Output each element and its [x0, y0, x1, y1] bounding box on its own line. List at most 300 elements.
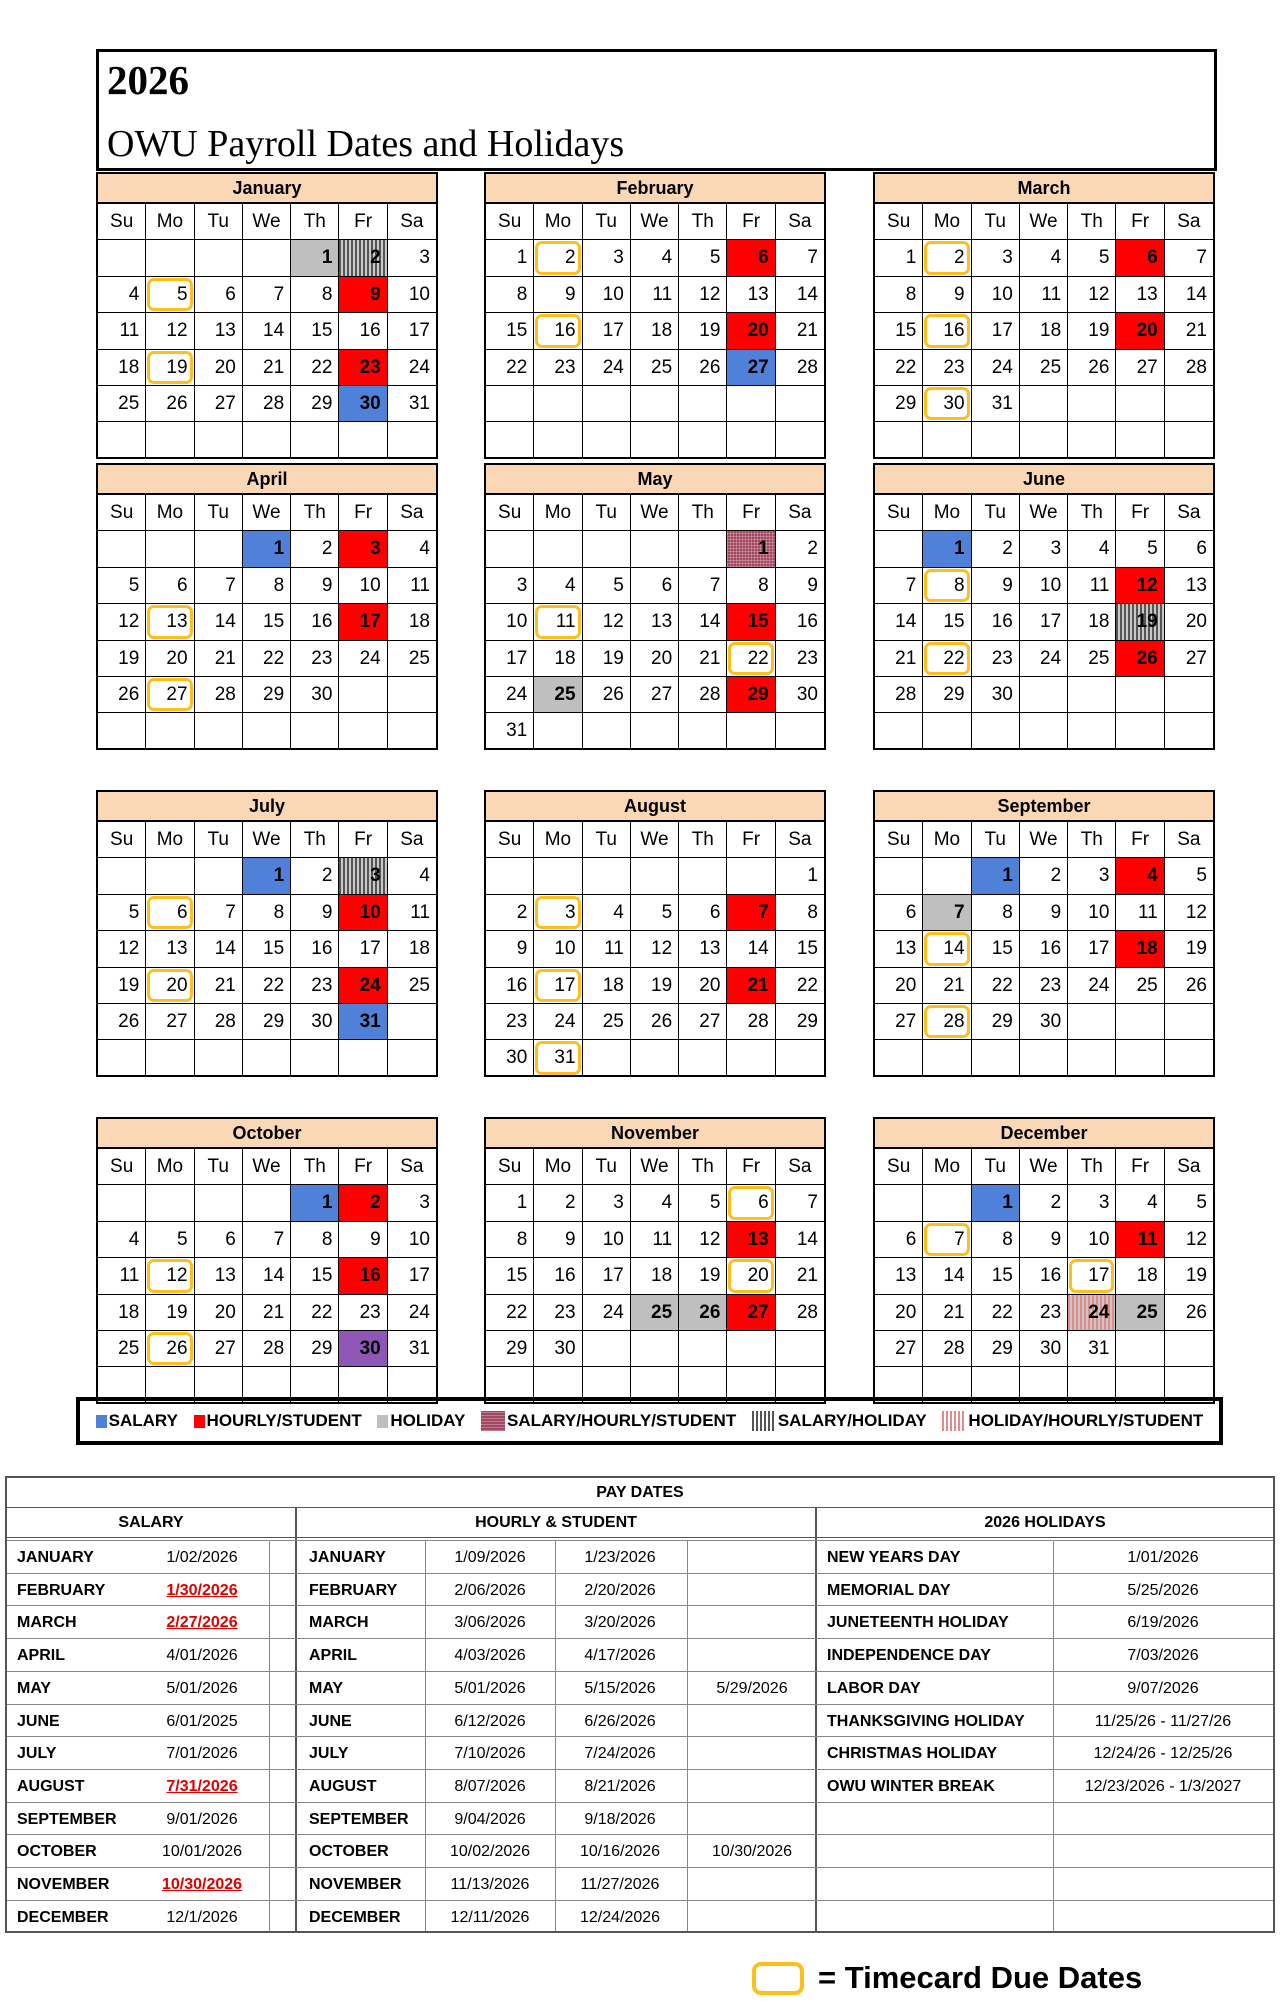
empty-day-cell — [291, 713, 339, 749]
empty-day-cell — [1165, 1040, 1213, 1076]
day-cell: 14 — [679, 604, 727, 640]
day-cell: 15 — [776, 931, 824, 967]
day-cell: 31 — [486, 713, 534, 749]
empty-day-cell — [339, 713, 387, 749]
day-cell: 21 — [923, 968, 971, 1004]
day-cell: 23 — [486, 1004, 534, 1040]
holiday-name: NEW YEARS DAY — [827, 1549, 961, 1566]
day-cell: 19 — [679, 313, 727, 349]
day-cell: 5 — [146, 277, 194, 313]
empty-day-cell — [195, 1185, 243, 1221]
weekday-header: Th — [291, 204, 339, 240]
day-cell: 2 — [339, 1185, 387, 1221]
empty-day-cell — [486, 422, 534, 458]
weekday-header: Fr — [1116, 822, 1164, 858]
day-cell: 4 — [388, 858, 436, 894]
day-cell: 9 — [776, 568, 824, 604]
day-cell: 27 — [195, 1331, 243, 1367]
day-cell: 16 — [534, 1258, 582, 1294]
weekday-header: Su — [486, 495, 534, 531]
weekday-header: Fr — [727, 822, 775, 858]
empty-day-cell — [972, 713, 1020, 749]
weekday-header: Tu — [195, 204, 243, 240]
day-cell: 14 — [923, 1258, 971, 1294]
salary-month: SEPTEMBER — [17, 1810, 117, 1828]
day-cell: 13 — [875, 931, 923, 967]
day-cell: 2 — [534, 1185, 582, 1221]
day-cell: 24 — [1068, 968, 1116, 1004]
day-cell: 16 — [923, 313, 971, 349]
empty-day-cell — [98, 713, 146, 749]
hourly-month: FEBRUARY — [309, 1581, 398, 1599]
day-cell: 10 — [339, 895, 387, 931]
holiday-date: 12/23/2026 - 1/3/2027 — [1084, 1777, 1242, 1795]
day-cell: 24 — [583, 350, 631, 386]
holiday-date: 12/24/26 - 12/25/26 — [1093, 1745, 1233, 1763]
day-cell: 13 — [1116, 277, 1164, 313]
day-cell: 3 — [583, 1185, 631, 1221]
day-cell: 18 — [98, 350, 146, 386]
day-cell: 12 — [631, 931, 679, 967]
weekday-header: We — [243, 204, 291, 240]
day-cell: 11 — [98, 1258, 146, 1294]
weekday-header: Tu — [972, 1149, 1020, 1185]
weekday-header: Th — [1068, 495, 1116, 531]
day-cell: 24 — [486, 677, 534, 713]
day-cell: 19 — [146, 1295, 194, 1331]
month-december — [873, 1117, 1215, 1404]
empty-day-cell — [243, 1040, 291, 1076]
day-cell: 2 — [534, 240, 582, 276]
day-cell: 20 — [195, 1295, 243, 1331]
hourly-date-1: 4/03/2026 — [454, 1647, 526, 1665]
day-cell: 25 — [631, 350, 679, 386]
day-cell: 17 — [1020, 604, 1068, 640]
salary-date: 6/01/2025 — [166, 1712, 238, 1730]
legend-label: HOURLY/STUDENT — [206, 1411, 362, 1430]
hourly-date-3 — [687, 1737, 817, 1770]
empty-day-cell — [388, 1004, 436, 1040]
weekday-header: Th — [679, 1149, 727, 1185]
day-cell: 14 — [776, 277, 824, 313]
day-cell: 11 — [1116, 1222, 1164, 1258]
hourly-date-3 — [687, 1705, 817, 1738]
weekday-header: Mo — [534, 495, 582, 531]
day-cell: 23 — [291, 968, 339, 1004]
day-cell: 12 — [98, 931, 146, 967]
empty-day-cell — [875, 1185, 923, 1221]
day-cell: 26 — [631, 1004, 679, 1040]
empty-day-cell — [291, 422, 339, 458]
empty-day-cell — [1116, 713, 1164, 749]
weekday-header: Su — [486, 822, 534, 858]
day-cell: 15 — [727, 604, 775, 640]
salary-date: 4/01/2026 — [166, 1647, 238, 1665]
day-cell: 22 — [243, 968, 291, 1004]
weekday-header: Th — [679, 822, 727, 858]
day-cell: 17 — [972, 313, 1020, 349]
empty-day-cell — [534, 386, 582, 422]
day-cell: 4 — [1068, 531, 1116, 567]
day-cell: 26 — [1165, 968, 1213, 1004]
weekday-header: Tu — [583, 1149, 631, 1185]
weekday-header: Fr — [1116, 495, 1164, 531]
day-cell: 19 — [98, 968, 146, 1004]
weekday-header: Th — [1068, 204, 1116, 240]
weekday-header: We — [631, 204, 679, 240]
day-cell: 6 — [875, 1222, 923, 1258]
day-cell: 23 — [339, 350, 387, 386]
day-cell: 30 — [776, 677, 824, 713]
empty-day-cell — [583, 713, 631, 749]
day-cell: 22 — [243, 641, 291, 677]
day-cell: 28 — [1165, 350, 1213, 386]
empty-day-cell — [875, 422, 923, 458]
empty-day-cell — [1165, 422, 1213, 458]
day-cell: 25 — [1116, 1295, 1164, 1331]
day-cell: 17 — [486, 641, 534, 677]
day-cell: 17 — [388, 1258, 436, 1294]
empty-day-cell — [583, 531, 631, 567]
day-cell: 27 — [195, 386, 243, 422]
empty-day-cell — [1116, 386, 1164, 422]
day-cell: 6 — [195, 1222, 243, 1258]
weekday-header: Fr — [727, 495, 775, 531]
day-cell: 28 — [195, 677, 243, 713]
day-cell: 18 — [631, 313, 679, 349]
day-cell: 17 — [583, 1258, 631, 1294]
day-cell: 24 — [534, 1004, 582, 1040]
day-cell: 3 — [388, 240, 436, 276]
day-cell: 14 — [243, 313, 291, 349]
day-cell: 8 — [972, 1222, 1020, 1258]
day-cell: 29 — [243, 677, 291, 713]
day-cell: 26 — [98, 1004, 146, 1040]
day-cell: 17 — [1068, 1258, 1116, 1294]
weekday-header: Fr — [1116, 1149, 1164, 1185]
day-cell: 13 — [875, 1258, 923, 1294]
empty-day-cell — [1165, 677, 1213, 713]
hourly-date-3 — [687, 1541, 817, 1574]
salary-month: MARCH — [17, 1614, 77, 1632]
day-cell: 17 — [388, 313, 436, 349]
day-cell: 20 — [146, 968, 194, 1004]
weekday-header: Su — [875, 495, 923, 531]
day-cell: 29 — [727, 677, 775, 713]
weekday-header: Tu — [195, 495, 243, 531]
day-cell: 3 — [339, 531, 387, 567]
day-cell: 15 — [243, 604, 291, 640]
day-cell: 30 — [291, 677, 339, 713]
day-cell: 26 — [1165, 1295, 1213, 1331]
weekday-header: We — [1020, 204, 1068, 240]
empty-day-cell — [875, 1040, 923, 1076]
weekday-header: Sa — [388, 204, 436, 240]
empty-day-cell — [923, 713, 971, 749]
day-cell: 13 — [146, 604, 194, 640]
month-name: July — [98, 792, 436, 822]
empty-day-cell — [1068, 386, 1116, 422]
day-cell: 6 — [146, 568, 194, 604]
day-cell: 19 — [1116, 604, 1164, 640]
day-cell: 13 — [195, 1258, 243, 1294]
day-cell: 26 — [146, 386, 194, 422]
hourly-date-1: 1/09/2026 — [454, 1549, 526, 1566]
day-cell: 1 — [972, 858, 1020, 894]
table-row — [7, 1540, 1273, 1573]
legend-swatch — [96, 1415, 107, 1428]
day-cell: 23 — [339, 1295, 387, 1331]
day-cell: 12 — [1165, 895, 1213, 931]
day-cell: 11 — [583, 931, 631, 967]
day-cell: 7 — [1165, 240, 1213, 276]
day-cell: 4 — [534, 568, 582, 604]
day-cell: 8 — [291, 1222, 339, 1258]
day-cell: 12 — [679, 1222, 727, 1258]
hourly-date-1: 5/01/2026 — [454, 1679, 526, 1697]
hourly-date-2: 3/20/2026 — [584, 1614, 656, 1632]
salary-month: OCTOBER — [17, 1843, 97, 1861]
weekday-header: Sa — [776, 822, 824, 858]
day-cell: 9 — [1020, 1222, 1068, 1258]
empty-day-cell — [339, 677, 387, 713]
day-cell: 14 — [243, 1258, 291, 1294]
hourly-month: JANUARY — [309, 1549, 386, 1566]
hourly-date-2: 5/15/2026 — [584, 1679, 656, 1697]
day-cell: 25 — [583, 1004, 631, 1040]
month-name: April — [98, 465, 436, 495]
day-cell: 11 — [631, 277, 679, 313]
weekday-header: Su — [875, 204, 923, 240]
hourly-month: AUGUST — [309, 1777, 377, 1795]
empty-day-cell — [583, 858, 631, 894]
day-cell: 7 — [776, 1185, 824, 1221]
weekday-header: Fr — [727, 204, 775, 240]
day-cell: 27 — [631, 677, 679, 713]
day-cell: 15 — [486, 1258, 534, 1294]
day-cell: 10 — [339, 568, 387, 604]
weekday-header: We — [243, 822, 291, 858]
day-cell: 1 — [727, 531, 775, 567]
weekday-header: Fr — [339, 822, 387, 858]
weekday-header: Mo — [534, 822, 582, 858]
weekday-header: Sa — [1165, 822, 1213, 858]
empty-day-cell — [679, 1040, 727, 1076]
weekday-header: Tu — [583, 822, 631, 858]
day-cell: 3 — [1020, 531, 1068, 567]
empty-day-cell — [534, 858, 582, 894]
day-cell: 28 — [195, 1004, 243, 1040]
day-cell: 30 — [339, 386, 387, 422]
empty-day-cell — [583, 1040, 631, 1076]
day-cell: 21 — [195, 968, 243, 1004]
empty-day-cell — [195, 1040, 243, 1076]
empty-day-cell — [534, 531, 582, 567]
hourly-month: OCTOBER — [309, 1843, 389, 1861]
weekday-header: Tu — [195, 822, 243, 858]
hourly-header: HOURLY & STUDENT — [295, 1508, 817, 1538]
weekday-header: Th — [291, 822, 339, 858]
table-row — [7, 1573, 1273, 1606]
day-cell: 5 — [98, 895, 146, 931]
day-cell: 5 — [1068, 240, 1116, 276]
empty-day-cell — [1068, 677, 1116, 713]
day-cell: 31 — [534, 1040, 582, 1076]
day-cell: 8 — [875, 277, 923, 313]
day-cell: 21 — [923, 1295, 971, 1331]
day-cell: 27 — [146, 677, 194, 713]
day-cell: 22 — [875, 350, 923, 386]
day-cell: 16 — [972, 604, 1020, 640]
day-cell: 15 — [972, 1258, 1020, 1294]
empty-day-cell — [98, 240, 146, 276]
holiday-date: 11/25/26 - 11/27/26 — [1094, 1712, 1232, 1730]
day-cell: 12 — [1165, 1222, 1213, 1258]
month-june — [873, 463, 1215, 750]
day-cell: 29 — [923, 677, 971, 713]
day-cell: 10 — [1068, 1222, 1116, 1258]
empty-day-cell — [98, 531, 146, 567]
salary-header: SALARY — [7, 1508, 295, 1538]
holiday-name: LABOR DAY — [827, 1679, 921, 1697]
day-cell: 19 — [1068, 313, 1116, 349]
legend-item — [194, 1411, 362, 1431]
empty-day-cell — [631, 713, 679, 749]
day-cell: 11 — [388, 568, 436, 604]
month-january — [96, 172, 438, 459]
weekday-header: Mo — [146, 495, 194, 531]
legend-item — [752, 1411, 927, 1431]
day-cell: 2 — [1020, 858, 1068, 894]
weekday-header: We — [631, 822, 679, 858]
month-name: January — [98, 174, 436, 204]
hourly-date-1: 7/10/2026 — [454, 1745, 526, 1763]
day-cell: 8 — [776, 895, 824, 931]
day-cell: 7 — [727, 895, 775, 931]
weekday-header: Sa — [776, 204, 824, 240]
day-cell: 13 — [631, 604, 679, 640]
day-cell: 8 — [972, 895, 1020, 931]
empty-day-cell — [339, 1040, 387, 1076]
day-cell: 28 — [243, 1331, 291, 1367]
hourly-date-3: 10/30/2026 — [711, 1843, 793, 1861]
day-cell: 4 — [1020, 240, 1068, 276]
hourly-date-2: 10/16/2026 — [579, 1843, 661, 1861]
day-cell: 6 — [727, 1185, 775, 1221]
hourly-date-3 — [687, 1639, 817, 1672]
weekday-header: Tu — [583, 204, 631, 240]
holiday-date: 7/03/2026 — [1127, 1647, 1199, 1665]
month-name: February — [486, 174, 824, 204]
hourly-date-2: 8/21/2026 — [584, 1777, 656, 1795]
salary-date: 7/31/2026 — [166, 1777, 238, 1795]
day-cell: 18 — [388, 604, 436, 640]
legend-label: SALARY/HOURLY/STUDENT — [507, 1411, 737, 1430]
day-cell: 22 — [486, 1295, 534, 1331]
empty-day-cell — [243, 240, 291, 276]
table-row — [7, 1834, 1273, 1867]
hourly-date-3 — [687, 1606, 817, 1639]
hourly-month: SEPTEMBER — [309, 1810, 409, 1828]
day-cell: 24 — [1068, 1295, 1116, 1331]
month-february — [484, 172, 826, 459]
day-cell: 3 — [972, 240, 1020, 276]
salary-month: JANUARY — [17, 1549, 94, 1566]
day-cell: 20 — [875, 968, 923, 1004]
empty-day-cell — [679, 531, 727, 567]
day-cell: 15 — [486, 313, 534, 349]
day-cell: 19 — [98, 641, 146, 677]
day-cell: 29 — [776, 1004, 824, 1040]
day-cell: 21 — [679, 641, 727, 677]
empty-day-cell — [291, 1040, 339, 1076]
day-cell: 27 — [875, 1331, 923, 1367]
empty-day-cell — [923, 422, 971, 458]
empty-day-cell — [146, 858, 194, 894]
table-row — [7, 1867, 1273, 1900]
day-cell: 18 — [98, 1295, 146, 1331]
empty-day-cell — [146, 1185, 194, 1221]
day-cell: 14 — [727, 931, 775, 967]
day-cell: 29 — [875, 386, 923, 422]
day-cell: 15 — [291, 313, 339, 349]
empty-day-cell — [195, 422, 243, 458]
day-cell: 20 — [875, 1295, 923, 1331]
day-cell: 2 — [291, 531, 339, 567]
day-cell: 29 — [972, 1331, 1020, 1367]
title-box — [96, 49, 1217, 171]
weekday-header: Mo — [923, 1149, 971, 1185]
weekday-header: Tu — [583, 495, 631, 531]
empty-day-cell — [98, 858, 146, 894]
table-row — [7, 1769, 1273, 1802]
day-cell: 1 — [776, 858, 824, 894]
day-cell: 9 — [534, 277, 582, 313]
day-cell: 24 — [1020, 641, 1068, 677]
salary-date: 7/01/2026 — [166, 1745, 238, 1763]
holiday-date: 6/19/2026 — [1127, 1614, 1199, 1632]
day-cell: 5 — [98, 568, 146, 604]
empty-day-cell — [1020, 713, 1068, 749]
empty-day-cell — [1068, 1040, 1116, 1076]
weekday-header: Su — [486, 1149, 534, 1185]
day-cell: 6 — [1165, 531, 1213, 567]
hourly-date-1: 9/04/2026 — [454, 1810, 526, 1828]
day-cell: 1 — [923, 531, 971, 567]
day-cell: 21 — [243, 350, 291, 386]
empty-day-cell — [875, 858, 923, 894]
weekday-header: Su — [486, 204, 534, 240]
day-cell: 18 — [1116, 931, 1164, 967]
day-cell: 3 — [339, 858, 387, 894]
day-cell: 13 — [727, 1222, 775, 1258]
weekday-header: Tu — [972, 204, 1020, 240]
weekday-header: Th — [1068, 822, 1116, 858]
month-name: December — [875, 1119, 1213, 1149]
month-name: November — [486, 1119, 824, 1149]
day-cell: 8 — [291, 277, 339, 313]
day-cell: 27 — [727, 350, 775, 386]
legend-swatch — [194, 1415, 205, 1428]
salary-date: 5/01/2026 — [166, 1679, 238, 1697]
day-cell: 19 — [583, 641, 631, 677]
day-cell: 20 — [195, 350, 243, 386]
legend-item — [377, 1411, 465, 1431]
empty-day-cell — [1165, 386, 1213, 422]
holiday-name: INDEPENDENCE DAY — [827, 1647, 991, 1665]
day-cell: 31 — [1068, 1331, 1116, 1367]
salary-month: DECEMBER — [17, 1908, 109, 1926]
